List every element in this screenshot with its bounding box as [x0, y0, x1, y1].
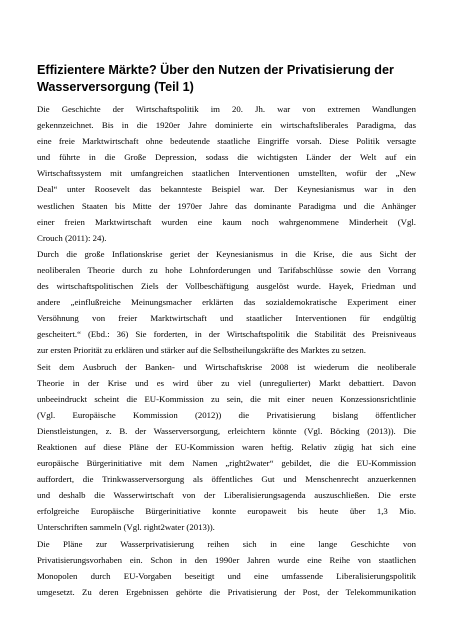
body-text-line: Seit dem Ausbruch der Banken- und Wirtschaftskrise 2008 ist wiederum die neoliberale — [37, 361, 416, 372]
body-text-line: Unterschriften sammeln (Vgl. right2water (2013)). — [37, 522, 215, 533]
body-text-line: Theorie in der Krise und es wird über zu viel (unregulierter) Markt debattiert. Davon — [37, 377, 416, 388]
body-text-line: Durch die große Inflationskrise geriet der Keynesianismus in die Krise, die aus Sicht der — [37, 248, 416, 259]
body-text-line: auffordert, die Trinkwasserversorgung als öffentliches Gut und Menschenrecht anzuerkennen — [37, 474, 416, 485]
body-text-line: einer freien Marktwirtschaft wurden eine kaum noch wahrgenommene Minderheit (Vgl. — [37, 216, 416, 227]
title-line-1: Effizientere Märkte? Über den Nutzen der Privatisierung der — [37, 63, 394, 77]
body-text-line: gescheitert.“ (Ebd.: 36) Sie forderten, in der Wirtschaftspolitik die Stabilität des Preisniveaus — [37, 329, 416, 340]
body-text-line: Deal“ unter Roosevelt das bekannteste Beispiel war. Der Keynesianismus war in den — [37, 184, 416, 195]
body-text-line: Monopolen durch EU-Vorgaben beseitigt und eine umfassende Liberalisierungspolitik — [37, 570, 416, 581]
body-text-line: und deshalb die Wasserwirtschaft von der Liberalisierungsagenda auszuschließen. Die erste — [37, 490, 416, 501]
body-text-line: neoliberalen Theorie durch zu hohe Lohnforderungen und Tarifabschlüsse sowie den Vorrang — [37, 264, 416, 275]
body-text-line: umgesetzt. Zu deren Ergebnissen gehörte die Privatisierung der Post, der Telekommunikation — [37, 586, 416, 597]
body-text-line: westlichen Staaten bis Mitte der 1970er Jahre das dominante Paradigma und die Anhänger — [37, 200, 416, 211]
body-text-line: europäische Bürgerinitiative mit dem Namen „right2water“ gebildet, die die EU-Kommission — [37, 458, 416, 469]
body-text-line: und führte in die Große Depression, sodass die wichtigsten Länder der Welt auf ein — [37, 152, 416, 163]
body-text-line: eine freie Marktwirtschaft ohne bedeutende staatliche Eingriffe vorsah. Diese Politik versagte — [37, 136, 416, 147]
body-text-line: unbeeindruckt scheint die EU-Kommission zu sein, die mit einer neuen Konzessionsrichtlinie — [37, 393, 416, 404]
body-text-line: Wirtschaftssystem mit umfangreichen staatlichen Interventionen umstellten, wofür der „New — [37, 168, 416, 179]
body-text-line: erfolgreiche Europäische Bürgerinitiative konnte europaweit bis heute über 1,3 Mio. — [37, 506, 416, 517]
body-text-line: zur ersten Priorität zu erklären und stärker auf die Selbstheilungskräfte des Marktes zu setzen. — [37, 345, 366, 356]
body-text-line: gekennzeichnet. Bis in die 1920er Jahre dominierte ein wirtschaftsliberales Paradigma, das — [37, 120, 416, 131]
body-text-line: Dienstleistungen, z. B. der Wasserversorgung, erleichtern könnte (Vgl. Böcking (2013)). Die — [37, 425, 416, 436]
body-text-line: Die Geschichte der Wirtschaftspolitik im 20. Jh. war von extremen Wandlungen — [37, 104, 416, 114]
article-body — [37, 101, 416, 600]
body-text-line: (Vgl. Europäische Kommission (2012)) die Privatisierung bislang öffentlicher — [37, 409, 416, 420]
title-line-2: Wasserversorgung (Teil 1) — [37, 80, 194, 94]
body-text-line: des wirtschaftspolitischen Ziels der Vollbeschäftigung ausgelöst wurde. Hayek, Friedman und — [37, 281, 416, 292]
body-text-line: Privatisierungsvorhaben ein. Schon in den 1990er Jahren wurde eine Reihe von staatlichen — [37, 554, 416, 565]
body-text-line: Versöhnung von freier Marktwirtschaft und staatlicher Interventionen für endgültig — [37, 313, 416, 324]
article-title — [37, 62, 417, 96]
body-text-line: andere „einflußreiche Meinungsmacher erklärten das sozialdemokratische Experiment einer — [37, 297, 416, 308]
body-text-line: Reaktionen auf diese Pläne der EU-Kommission waren heftig. Relativ zügig hat sich eine — [37, 441, 416, 452]
body-text-line: Crouch (2011): 24). — [37, 232, 107, 243]
body-text-line: Die Pläne zur Wasserprivatisierung reihen sich in eine lange Geschichte von — [37, 538, 416, 549]
